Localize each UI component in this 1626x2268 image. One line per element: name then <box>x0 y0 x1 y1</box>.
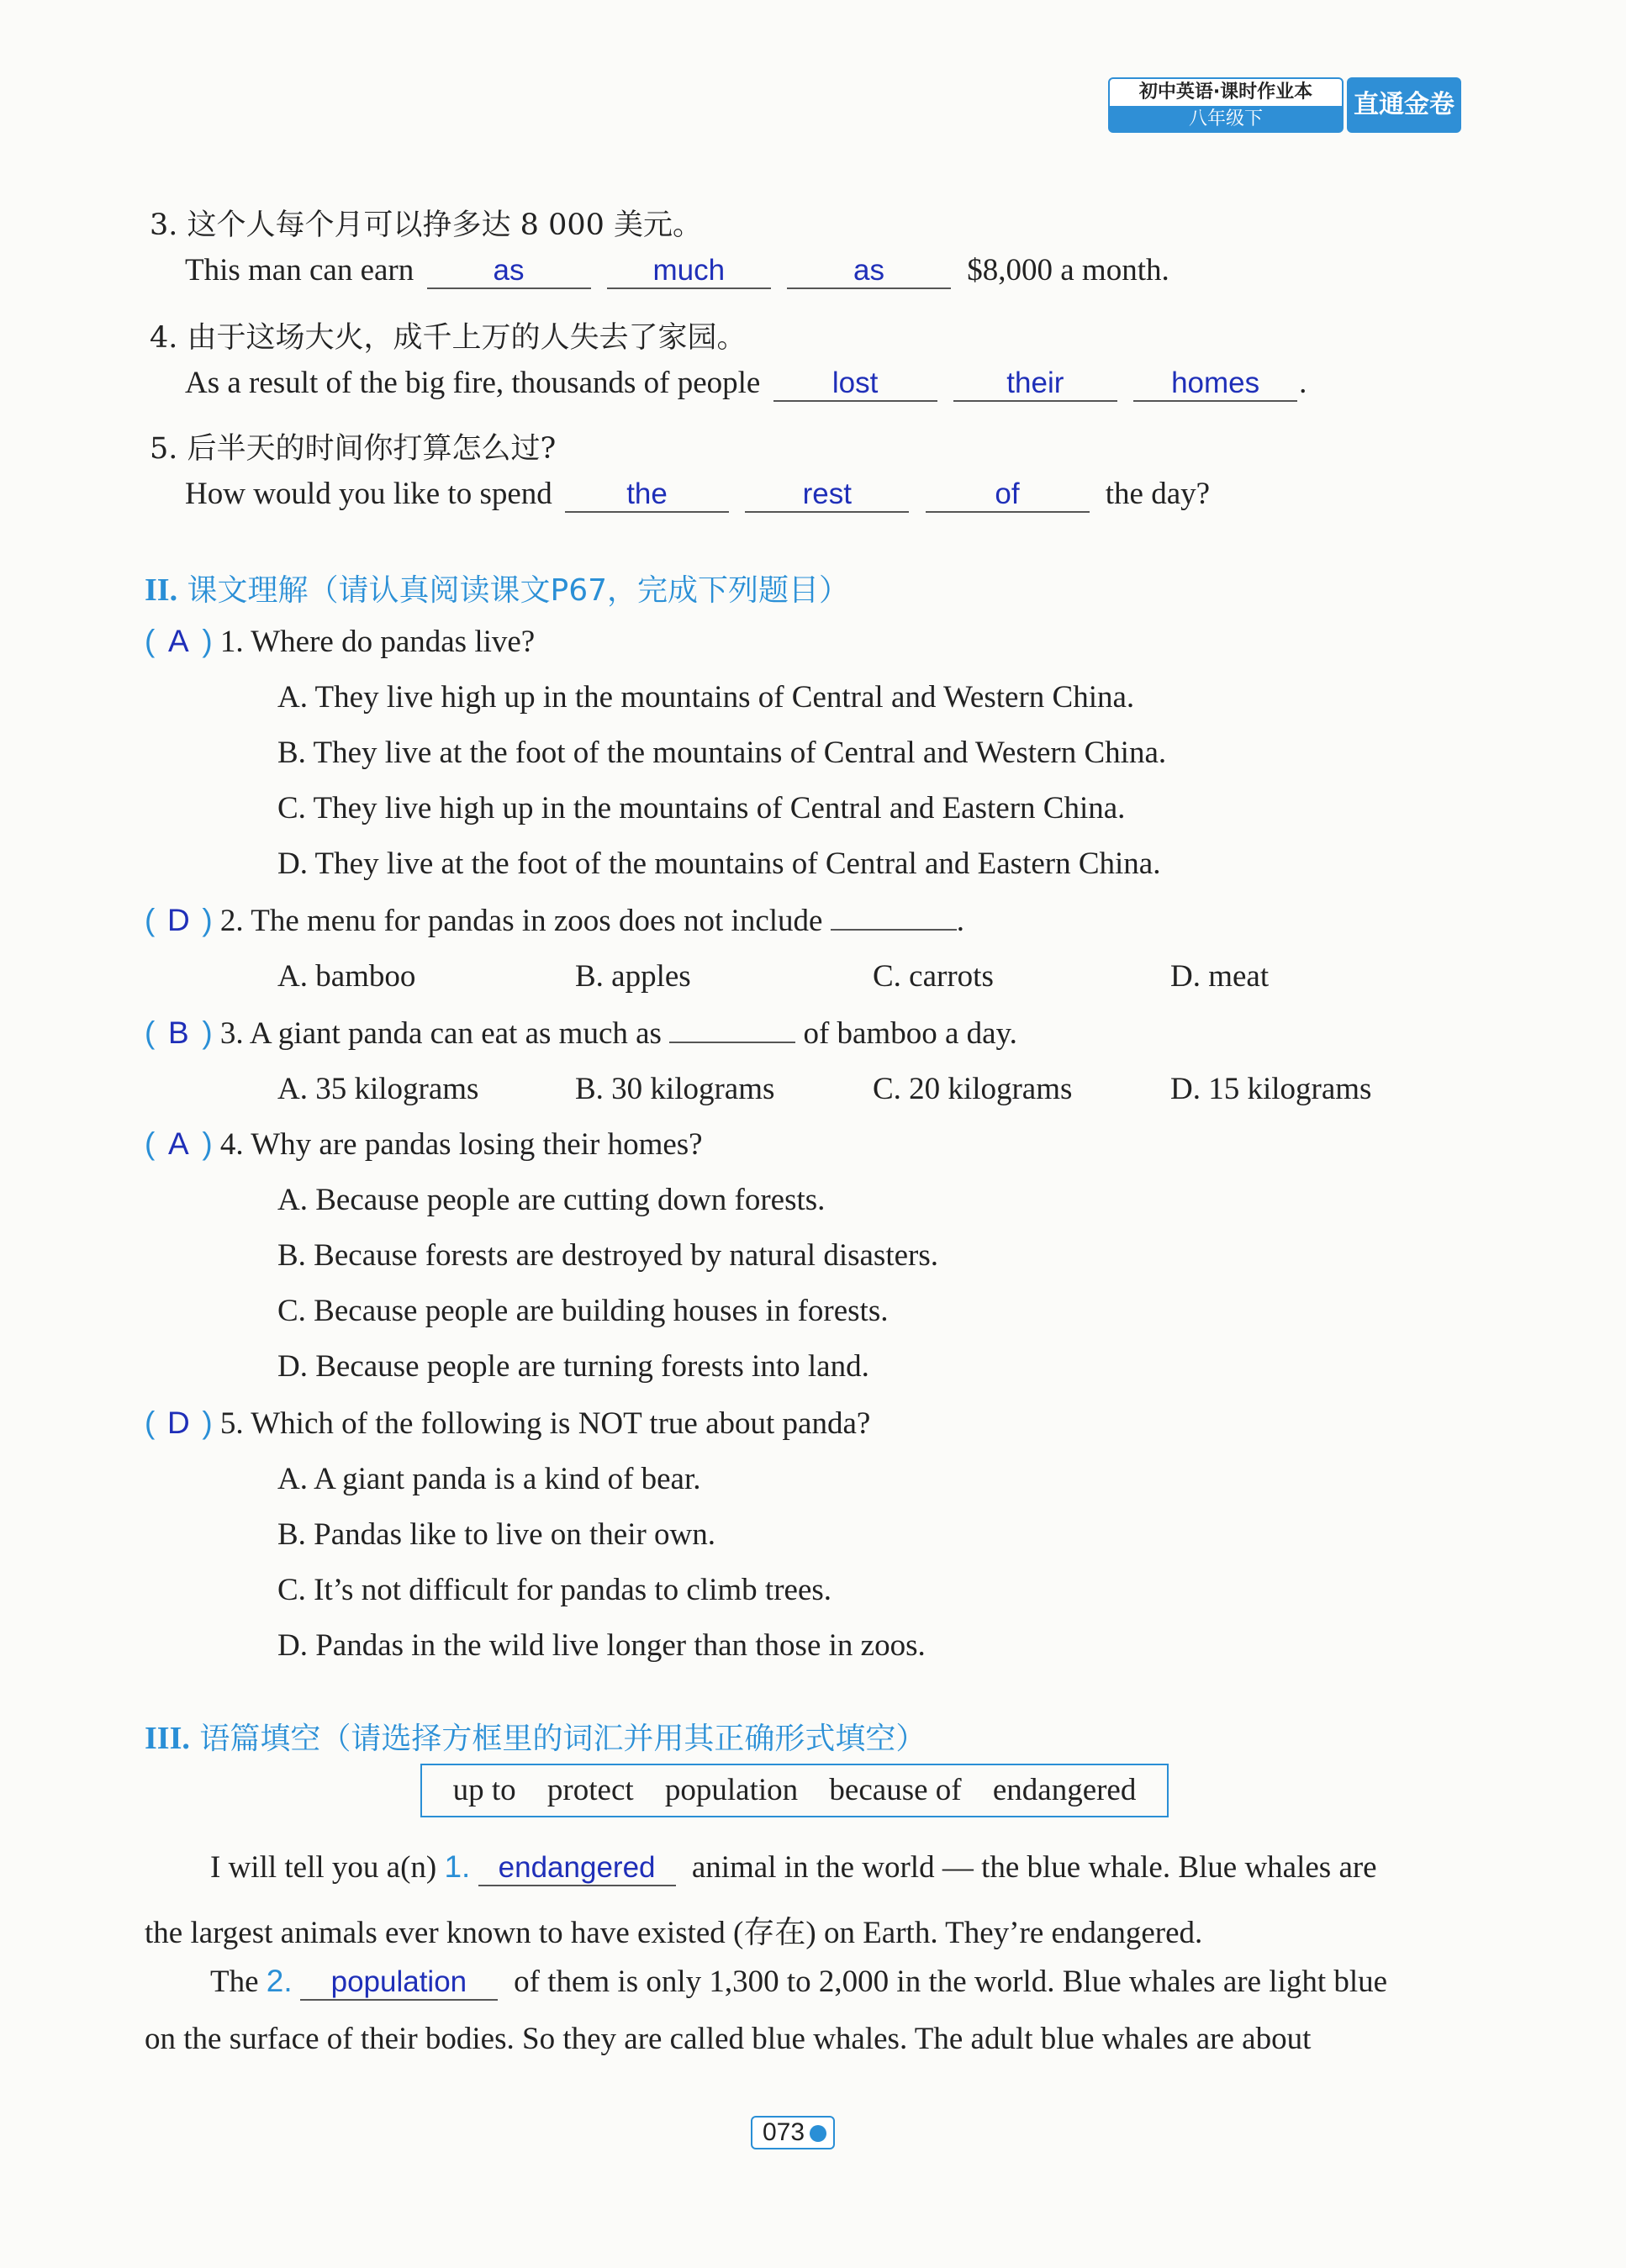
question-stem: 2. The menu for pandas in zoos does not include <box>219 904 823 938</box>
answer-blank[interactable] <box>831 904 957 931</box>
chinese-sentence: 由于这场大火，成千上万的人失去了家园。 <box>187 321 747 355</box>
answer-paren: ( B ) <box>145 1015 213 1050</box>
option: A. 35 kilograms <box>277 1072 479 1106</box>
series-label: 初中英语·课时作业本 <box>1108 77 1344 108</box>
option: D. Because people are turning forests into land. <box>277 1349 869 1384</box>
question-5 <box>145 1406 870 1442</box>
word-box <box>420 1764 1169 1817</box>
question-stem: 5. Which of the following is NOT true about panda? <box>219 1406 871 1441</box>
answer-blank[interactable]: the <box>565 477 729 513</box>
sentence-end: $8,000 a month. <box>967 253 1169 287</box>
section-heading: 语篇填空（请选择方框里的词汇并用其正确形式填空） <box>199 1722 927 1756</box>
word-choice: protect <box>546 1773 634 1807</box>
page-number <box>751 2116 835 2149</box>
section-heading: 课文理解（请认真阅读课文P67，完成下列题目） <box>187 573 850 608</box>
answer-blank[interactable]: endangered <box>478 1851 676 1886</box>
dot-icon <box>810 2125 826 2142</box>
answer-blank[interactable]: as <box>787 254 951 289</box>
answer-blank[interactable]: as <box>427 254 591 289</box>
passage-line-3 <box>210 1964 1387 2001</box>
sentence-start: How would you like to spend <box>185 477 552 511</box>
option: D. Pandas in the wild live longer than those in zoos. <box>277 1628 926 1663</box>
answer-blank[interactable]: lost <box>773 367 937 402</box>
option: B. 30 kilograms <box>575 1072 775 1106</box>
option: C. It’s not difficult for pandas to climb trees. <box>277 1573 832 1607</box>
answer-letter[interactable]: B <box>167 1015 189 1050</box>
sentence-end: . <box>1299 366 1307 400</box>
answer-blank[interactable]: homes <box>1133 367 1297 402</box>
translation-5-cn <box>150 425 556 467</box>
item-number: 5. <box>150 432 178 466</box>
option: C. Because people are building houses in forests. <box>277 1294 889 1328</box>
option: A. A giant panda is a kind of bear. <box>277 1462 701 1496</box>
answer-blank[interactable] <box>669 1016 795 1043</box>
sentence-start: This man can earn <box>185 253 414 287</box>
question-stem: 4. Why are pandas losing their homes? <box>219 1127 703 1162</box>
section-number: III. <box>145 1721 190 1756</box>
blank-number: 1. <box>444 1849 471 1884</box>
passage-line-4: on the surface of their bodies. So they are called blue whales. The adult blue whales are about <box>145 2022 1312 2056</box>
item-number: 4. <box>150 321 178 355</box>
question-2 <box>145 903 964 939</box>
answer-blank[interactable]: their <box>953 367 1117 402</box>
option: B. They live at the foot of the mountains of Central and Western China. <box>277 736 1167 770</box>
option: B. apples <box>575 959 691 994</box>
word-choice: population <box>664 1773 799 1807</box>
translation-3-cn <box>150 202 702 244</box>
answer-paren: ( A ) <box>145 1126 213 1161</box>
passage-line-1 <box>210 1849 1377 1886</box>
item-number: 3. <box>150 208 178 242</box>
option: D. 15 kilograms <box>1170 1072 1372 1106</box>
word-choice: up to <box>452 1773 516 1807</box>
option: C. carrots <box>873 959 994 994</box>
question-stem-end: of bamboo a day. <box>803 1016 1017 1051</box>
question-3 <box>145 1015 1017 1052</box>
translation-4-en <box>185 365 1307 402</box>
section-3-title <box>145 1715 926 1758</box>
question-stem-end: . <box>956 904 964 938</box>
answer-blank[interactable]: of <box>926 477 1090 513</box>
chinese-sentence: 后半天的时间你打算怎么过? <box>187 432 557 466</box>
page-number-text: 073 <box>763 2118 805 2146</box>
word-choice: because of <box>829 1773 962 1807</box>
sentence-start: As a result of the big fire, thousands of people <box>185 366 761 400</box>
option: A. They live high up in the mountains of Central and Western China. <box>277 680 1135 715</box>
question-4 <box>145 1126 703 1163</box>
answer-paren: ( D ) <box>145 1406 213 1440</box>
section-number: II. <box>145 572 178 608</box>
brand-logo: 直通金卷 <box>1347 77 1461 133</box>
answer-letter[interactable]: A <box>167 624 189 658</box>
option: B. Pandas like to live on their own. <box>277 1517 716 1552</box>
section-2-title <box>145 567 849 609</box>
question-stem: 1. Where do pandas live? <box>219 625 536 659</box>
option: C. 20 kilograms <box>873 1072 1073 1106</box>
passage-text: The <box>210 1965 259 1999</box>
option: D. meat <box>1170 959 1270 994</box>
option: A. bamboo <box>277 959 416 994</box>
passage-line-2: the largest animals ever known to have existed (存在) on Earth. They’re endangered. <box>145 1916 1203 1950</box>
option: B. Because forests are destroyed by natural disasters. <box>277 1238 938 1273</box>
grade-label: 八年级下 <box>1108 106 1344 133</box>
passage-text: animal in the world — the blue whale. Blue whales are <box>691 1850 1377 1885</box>
option: C. They live high up in the mountains of Central and Eastern China. <box>277 791 1126 825</box>
answer-letter[interactable]: D <box>166 1406 190 1440</box>
passage-text: I will tell you a(n) <box>210 1850 437 1885</box>
header-badge <box>1108 77 1461 134</box>
option: A. Because people are cutting down forests. <box>277 1183 826 1217</box>
translation-4-cn <box>150 314 747 356</box>
word-choice: endangered <box>992 1773 1137 1807</box>
option: D. They live at the foot of the mountains of Central and Eastern China. <box>277 847 1161 881</box>
blank-number: 2. <box>266 1964 293 1998</box>
sentence-end: the day? <box>1105 477 1211 511</box>
translation-3-en <box>185 252 1169 289</box>
question-stem: 3. A giant panda can eat as much as <box>219 1016 662 1051</box>
translation-5-en <box>185 476 1210 513</box>
answer-blank[interactable]: rest <box>745 477 909 513</box>
passage-text: of them is only 1,300 to 2,000 in the world. Blue whales are light blue <box>514 1965 1388 1999</box>
chinese-sentence: 这个人每个月可以挣多达 8 000 美元。 <box>187 208 702 242</box>
answer-blank[interactable]: population <box>300 1965 498 2001</box>
answer-letter[interactable]: D <box>166 903 190 937</box>
answer-blank[interactable]: much <box>607 254 771 289</box>
answer-letter[interactable]: A <box>167 1126 189 1161</box>
answer-paren: ( D ) <box>145 903 213 937</box>
answer-paren: ( A ) <box>145 624 213 658</box>
question-1 <box>145 624 535 660</box>
